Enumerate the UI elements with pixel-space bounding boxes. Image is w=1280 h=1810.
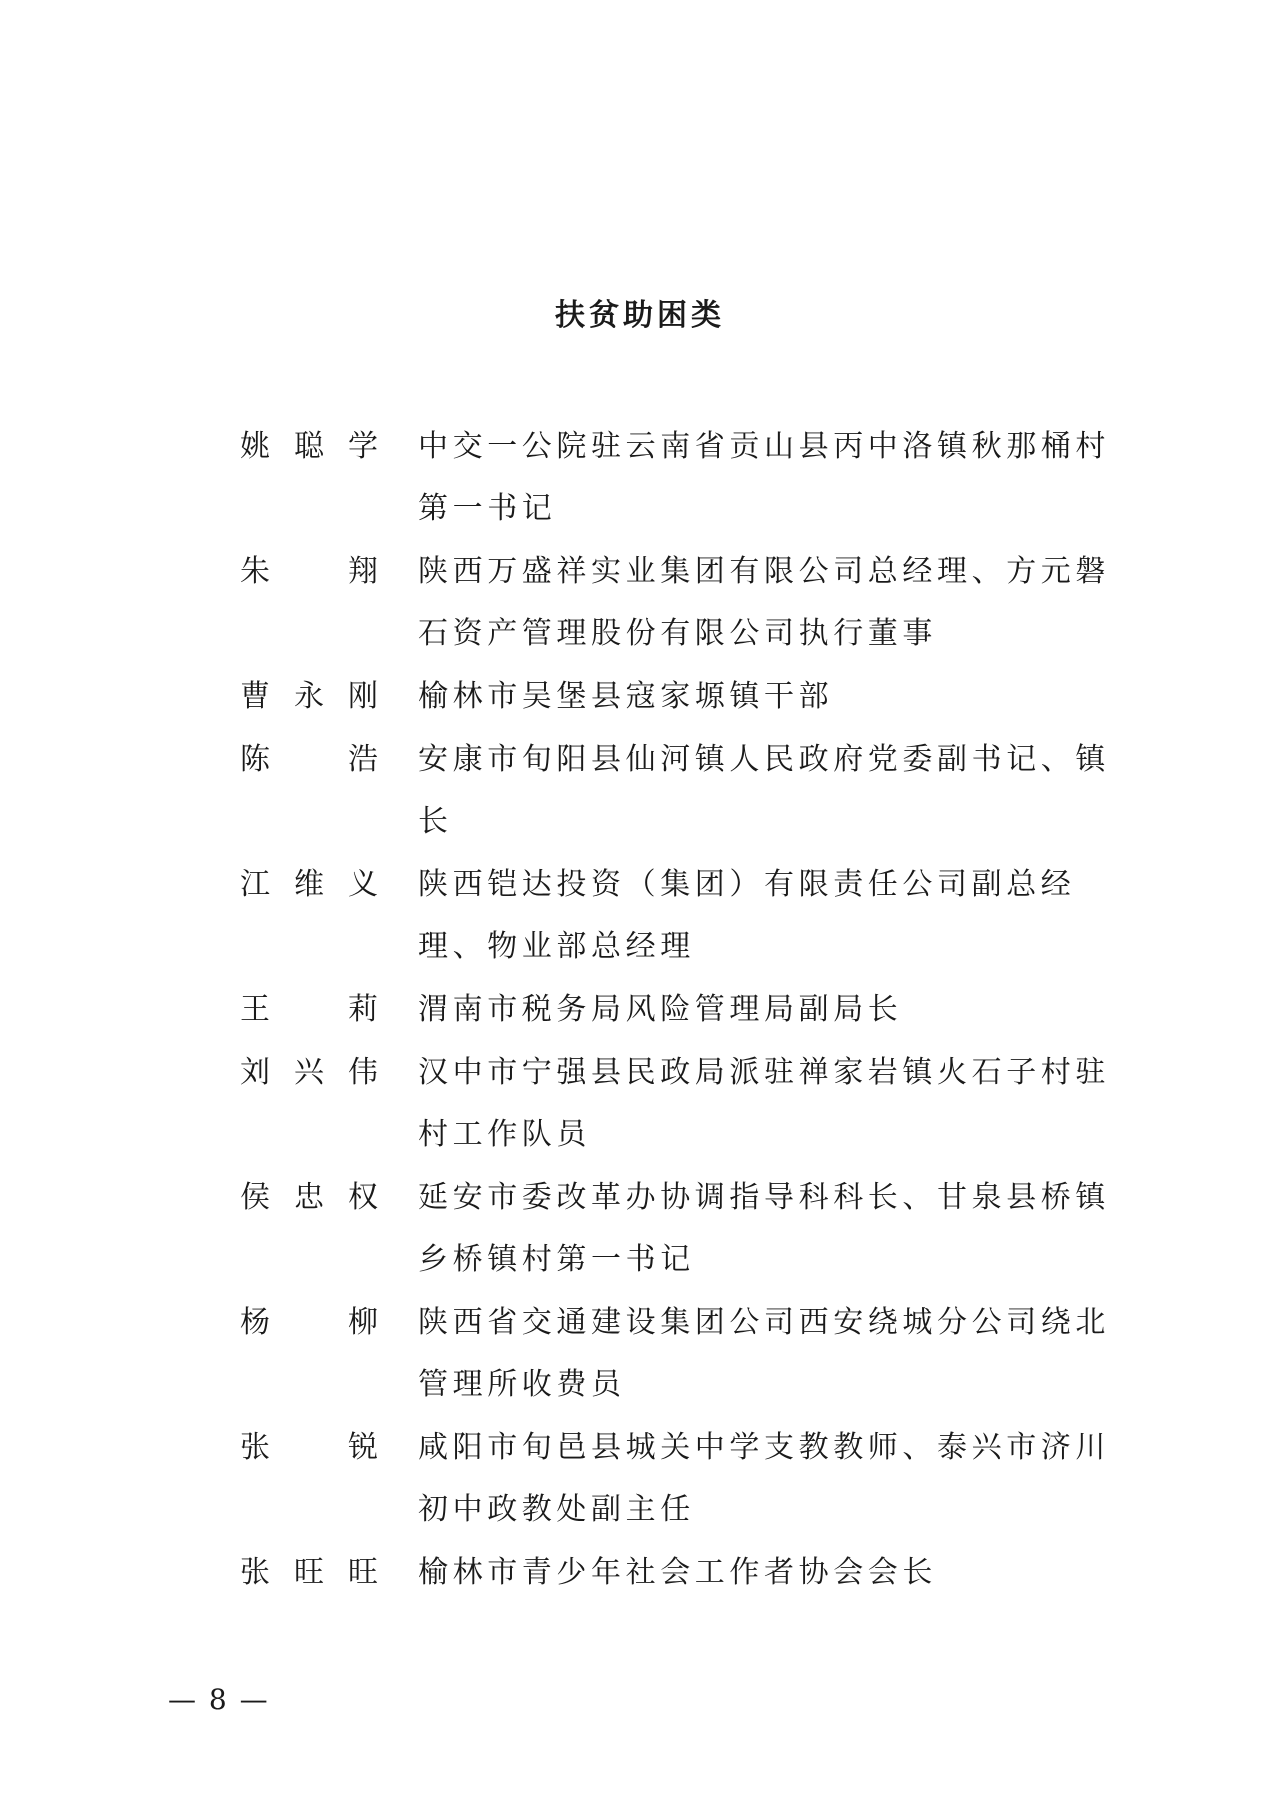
list-item xyxy=(240,1542,1120,1604)
list-item xyxy=(240,1417,1120,1541)
person-description: 汉中市宁强县民政局派驻禅家岩镇火石子村驻村工作队员 xyxy=(418,1055,1110,1152)
person-name: 刘 兴 伟 xyxy=(240,1055,378,1090)
person-name: 杨 柳 xyxy=(240,1305,378,1340)
honoree-list xyxy=(240,416,1120,1605)
person-description: 咸阳市旬邑县城关中学支教教师、泰兴市济川初中政教处副主任 xyxy=(418,1430,1110,1527)
person-name: 姚 聪 学 xyxy=(240,429,378,464)
page-number: — 8 — xyxy=(168,1683,270,1716)
person-name: 朱 翔 xyxy=(240,554,378,589)
person-name: 曹 永 刚 xyxy=(240,679,378,714)
list-item xyxy=(240,979,1120,1041)
section-title: 扶贫助困类 xyxy=(555,298,725,333)
list-item xyxy=(240,416,1120,540)
person-description: 渭南市税务局风险管理局副局长 xyxy=(418,992,903,1027)
person-name: 张 旺 旺 xyxy=(240,1555,378,1590)
person-name: 张 锐 xyxy=(240,1430,378,1465)
list-item xyxy=(240,1292,1120,1416)
list-item xyxy=(240,729,1120,853)
person-description: 中交一公院驻云南省贡山县丙中洛镇秋那桶村第一书记 xyxy=(418,429,1110,526)
list-item xyxy=(240,666,1120,728)
person-description: 榆林市青少年社会工作者协会会长 xyxy=(418,1555,937,1590)
list-item xyxy=(240,541,1120,665)
person-description: 榆林市吴堡县寇家塬镇干部 xyxy=(418,679,834,714)
list-item xyxy=(240,854,1120,978)
person-name: 王 莉 xyxy=(240,992,378,1027)
person-name: 侯 忠 权 xyxy=(240,1180,378,1215)
person-name: 陈 浩 xyxy=(240,742,378,777)
person-description: 陕西省交通建设集团公司西安绕城分公司绕北管理所收费员 xyxy=(418,1305,1110,1402)
person-description: 陕西万盛祥实业集团有限公司总经理、方元磐石资产管理股份有限公司执行董事 xyxy=(418,554,1110,651)
person-description: 延安市委改革办协调指导科科长、甘泉县桥镇乡桥镇村第一书记 xyxy=(418,1180,1110,1277)
list-item xyxy=(240,1042,1120,1166)
person-description: 安康市旬阳县仙河镇人民政府党委副书记、镇长 xyxy=(418,742,1110,839)
person-description: 陕西铠达投资（集团）有限责任公司副总经理、物业部总经理 xyxy=(418,867,1076,964)
list-item xyxy=(240,1167,1120,1291)
person-name: 江 维 义 xyxy=(240,867,378,902)
